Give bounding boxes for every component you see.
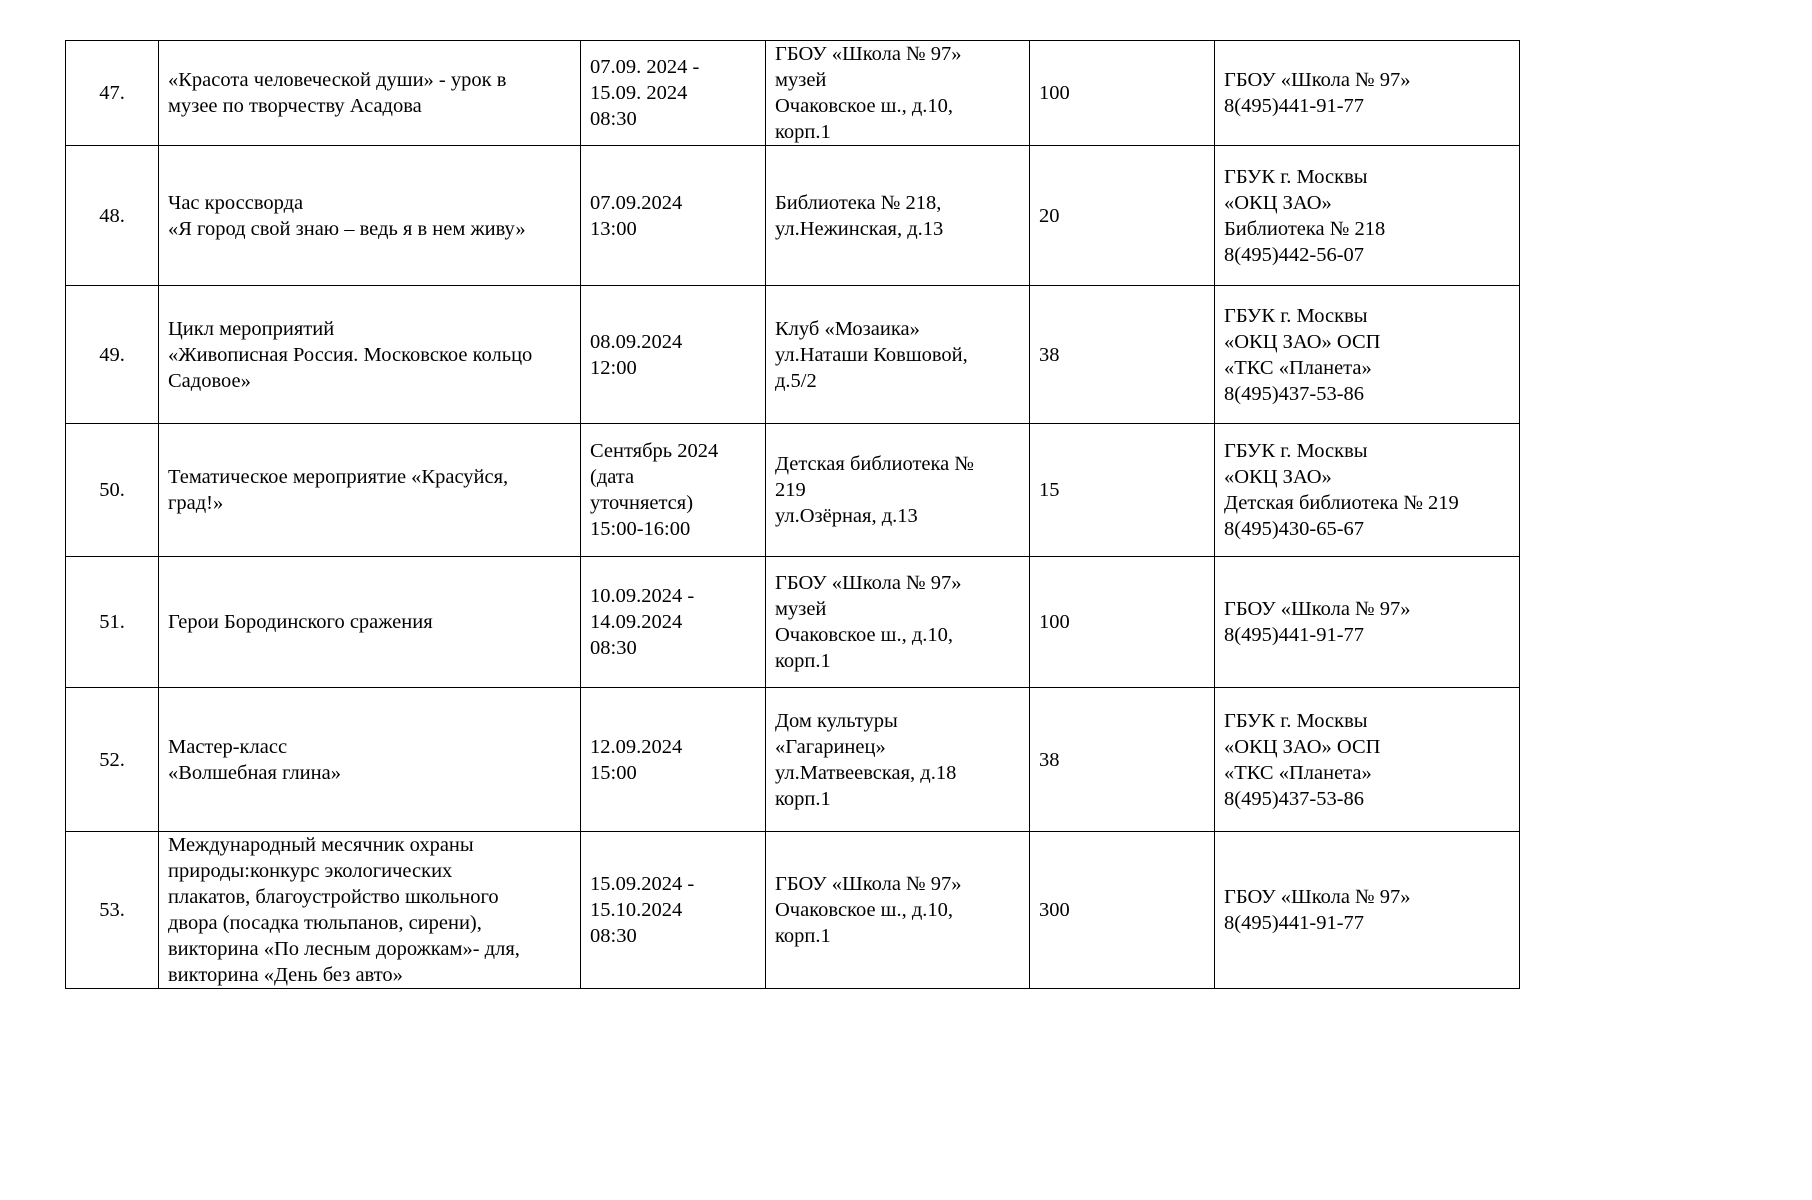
row-number-cell: 48. bbox=[66, 146, 159, 286]
event-date-line: 08:30 bbox=[590, 637, 637, 659]
participants-cell: 15 bbox=[1030, 424, 1215, 557]
event-date-line: (дата bbox=[590, 466, 635, 488]
event-place-line: корп.1 bbox=[775, 121, 831, 143]
organizer-line: Библиотека № 218 bbox=[1224, 217, 1386, 240]
event-title-line: Час кроссворда bbox=[168, 191, 304, 214]
participants-cell: 100 bbox=[1030, 557, 1215, 688]
event-title-line: «Волшебная глина» bbox=[168, 761, 341, 784]
event-title-line: Тематическое мероприятие «Красуйся, bbox=[168, 466, 509, 488]
event-title-line: Мастер-класс bbox=[168, 735, 288, 758]
organizer-line: 8(495)437-53-86 bbox=[1224, 787, 1365, 810]
event-date-line: Сентябрь 2024 bbox=[590, 440, 719, 462]
organizer-line: 8(495)441-91-77 bbox=[1224, 95, 1365, 117]
event-place-line: корп.1 bbox=[775, 787, 831, 810]
event-date-line: 12:00 bbox=[590, 356, 637, 379]
event-place-line: Очаковское ш., д.10, bbox=[775, 624, 954, 646]
organizer-line: ГБУК г. Москвы bbox=[1224, 304, 1368, 327]
participants-cell: 300 bbox=[1030, 832, 1215, 989]
organizer-line: «ОКЦ ЗАО» bbox=[1224, 191, 1332, 214]
participants-cell: 38 bbox=[1030, 688, 1215, 832]
event-title-line: викторина «По лесным дорожкам»- для, bbox=[168, 938, 520, 960]
organizer-line: ГБУК г. Москвы bbox=[1224, 440, 1368, 462]
event-place-line: ГБОУ «Школа № 97» bbox=[775, 873, 962, 895]
event-date-line: уточняется) bbox=[590, 492, 694, 514]
event-title-cell bbox=[159, 146, 581, 286]
event-date-line: 15.09.2024 - bbox=[590, 873, 695, 895]
row-number-cell: 50. bbox=[66, 424, 159, 557]
organizer-line: ГБУК г. Москвы bbox=[1224, 709, 1368, 732]
table-row bbox=[66, 41, 1520, 146]
organizer-line: «ОКЦ ЗАО» ОСП bbox=[1224, 330, 1381, 353]
organizer-cell bbox=[1215, 286, 1520, 424]
event-title-line: природы:конкурс экологических bbox=[168, 860, 453, 882]
event-place-line: Библиотека № 218, bbox=[775, 191, 942, 214]
event-place-line: Очаковское ш., д.10, bbox=[775, 95, 954, 117]
event-date-cell bbox=[581, 557, 766, 688]
organizer-cell bbox=[1215, 424, 1520, 557]
row-number-cell: 51. bbox=[66, 557, 159, 688]
event-title-line: Цикл мероприятий bbox=[168, 317, 335, 340]
event-title-cell bbox=[159, 688, 581, 832]
organizer-line: «ТКС «Планета» bbox=[1224, 356, 1372, 379]
table-row bbox=[66, 286, 1520, 424]
event-date-cell bbox=[581, 286, 766, 424]
row-number-cell: 53. bbox=[66, 832, 159, 989]
event-place-line: Детская библиотека № bbox=[775, 453, 974, 475]
organizer-cell bbox=[1215, 832, 1520, 989]
event-place-cell bbox=[766, 286, 1030, 424]
event-place-cell bbox=[766, 424, 1030, 557]
event-place-cell bbox=[766, 832, 1030, 989]
event-title-cell bbox=[159, 832, 581, 989]
event-title-line: Садовое» bbox=[168, 369, 251, 392]
event-place-line: корп.1 bbox=[775, 650, 831, 672]
row-number-cell: 52. bbox=[66, 688, 159, 832]
organizer-line: Детская библиотека № 219 bbox=[1224, 492, 1459, 514]
event-date-cell bbox=[581, 688, 766, 832]
table-row bbox=[66, 832, 1520, 989]
event-title-line: музее по творчеству Асадова bbox=[168, 95, 422, 117]
event-title-line: «Живописная Россия. Московское кольцо bbox=[168, 343, 533, 366]
event-title-line: плакатов, благоустройство школьного bbox=[168, 886, 499, 908]
event-title-line: «Красота человеческой души» - урок в bbox=[168, 69, 507, 91]
events-table bbox=[65, 40, 1520, 989]
event-title-line: Герои Бородинского сражения bbox=[168, 611, 433, 633]
organizer-cell bbox=[1215, 688, 1520, 832]
event-place-line: ул.Нежинская, д.13 bbox=[775, 217, 944, 240]
organizer-line: 8(495)441-91-77 bbox=[1224, 624, 1365, 646]
event-place-line: ул.Наташи Ковшовой, bbox=[775, 343, 968, 366]
event-place-line: музей bbox=[775, 598, 827, 620]
participants-cell: 20 bbox=[1030, 146, 1215, 286]
organizer-line: ГБУК г. Москвы bbox=[1224, 165, 1368, 188]
event-date-line: 15:00-16:00 bbox=[590, 518, 691, 540]
table-row bbox=[66, 557, 1520, 688]
event-date-line: 08:30 bbox=[590, 925, 637, 947]
organizer-line: 8(495)430-65-67 bbox=[1224, 518, 1365, 540]
event-date-cell bbox=[581, 146, 766, 286]
event-title-cell bbox=[159, 424, 581, 557]
event-date-line: 07.09. 2024 - bbox=[590, 56, 700, 78]
event-place-line: Очаковское ш., д.10, bbox=[775, 899, 954, 921]
row-number-cell: 49. bbox=[66, 286, 159, 424]
organizer-line: 8(495)437-53-86 bbox=[1224, 382, 1365, 405]
event-date-line: 10.09.2024 - bbox=[590, 585, 695, 607]
organizer-line: ГБОУ «Школа № 97» bbox=[1224, 598, 1411, 620]
event-date-line: 07.09.2024 bbox=[590, 191, 683, 214]
event-date-cell bbox=[581, 832, 766, 989]
event-title-line: «Я город свой знаю – ведь я в нем живу» bbox=[168, 217, 526, 240]
organizer-line: «ТКС «Планета» bbox=[1224, 761, 1372, 784]
event-date-line: 13:00 bbox=[590, 217, 637, 240]
event-place-cell bbox=[766, 41, 1030, 146]
event-place-line: «Гагаринец» bbox=[775, 735, 886, 758]
organizer-line: «ОКЦ ЗАО» bbox=[1224, 466, 1332, 488]
organizer-cell bbox=[1215, 557, 1520, 688]
event-title-line: двора (посадка тюльпанов, сирени), bbox=[168, 912, 482, 934]
organizer-line: 8(495)442-56-07 bbox=[1224, 243, 1365, 266]
event-place-line: ГБОУ «Школа № 97» bbox=[775, 572, 962, 594]
event-date-line: 14.09.2024 bbox=[590, 611, 683, 633]
event-place-cell bbox=[766, 146, 1030, 286]
event-date-line: 12.09.2024 bbox=[590, 735, 683, 758]
event-title-line: викторина «День без авто» bbox=[168, 964, 403, 986]
participants-cell: 38 bbox=[1030, 286, 1215, 424]
event-place-line: корп.1 bbox=[775, 925, 831, 947]
event-place-line: ГБОУ «Школа № 97» bbox=[775, 43, 962, 65]
event-title-cell bbox=[159, 286, 581, 424]
event-place-line: ул.Озёрная, д.13 bbox=[775, 505, 918, 527]
event-place-line: Дом культуры bbox=[775, 709, 898, 732]
event-date-line: 15:00 bbox=[590, 761, 637, 784]
event-date-line: 08:30 bbox=[590, 108, 637, 130]
event-date-line: 15.10.2024 bbox=[590, 899, 683, 921]
event-place-line: ул.Матвеевская, д.18 bbox=[775, 761, 957, 784]
organizer-line: «ОКЦ ЗАО» ОСП bbox=[1224, 735, 1381, 758]
event-date-cell bbox=[581, 424, 766, 557]
event-place-cell bbox=[766, 688, 1030, 832]
event-title-cell bbox=[159, 557, 581, 688]
event-title-line: Международный месячник охраны bbox=[168, 834, 474, 856]
event-date-line: 15.09. 2024 bbox=[590, 82, 688, 104]
row-number-cell: 47. bbox=[66, 41, 159, 146]
event-place-line: д.5/2 bbox=[775, 369, 817, 392]
organizer-line: ГБОУ «Школа № 97» bbox=[1224, 886, 1411, 908]
event-place-line: 219 bbox=[775, 479, 806, 501]
event-place-cell bbox=[766, 557, 1030, 688]
events-table-body bbox=[66, 41, 1520, 989]
event-date-line: 08.09.2024 bbox=[590, 330, 683, 353]
participants-cell: 100 bbox=[1030, 41, 1215, 146]
organizer-line: ГБОУ «Школа № 97» bbox=[1224, 69, 1411, 91]
organizer-line: 8(495)441-91-77 bbox=[1224, 912, 1365, 934]
event-date-cell bbox=[581, 41, 766, 146]
event-title-cell bbox=[159, 41, 581, 146]
organizer-cell bbox=[1215, 41, 1520, 146]
event-place-line: музей bbox=[775, 69, 827, 91]
table-row bbox=[66, 146, 1520, 286]
organizer-cell bbox=[1215, 146, 1520, 286]
table-row bbox=[66, 688, 1520, 832]
table-row bbox=[66, 424, 1520, 557]
event-place-line: Клуб «Мозаика» bbox=[775, 317, 920, 340]
event-title-line: град!» bbox=[168, 492, 224, 514]
